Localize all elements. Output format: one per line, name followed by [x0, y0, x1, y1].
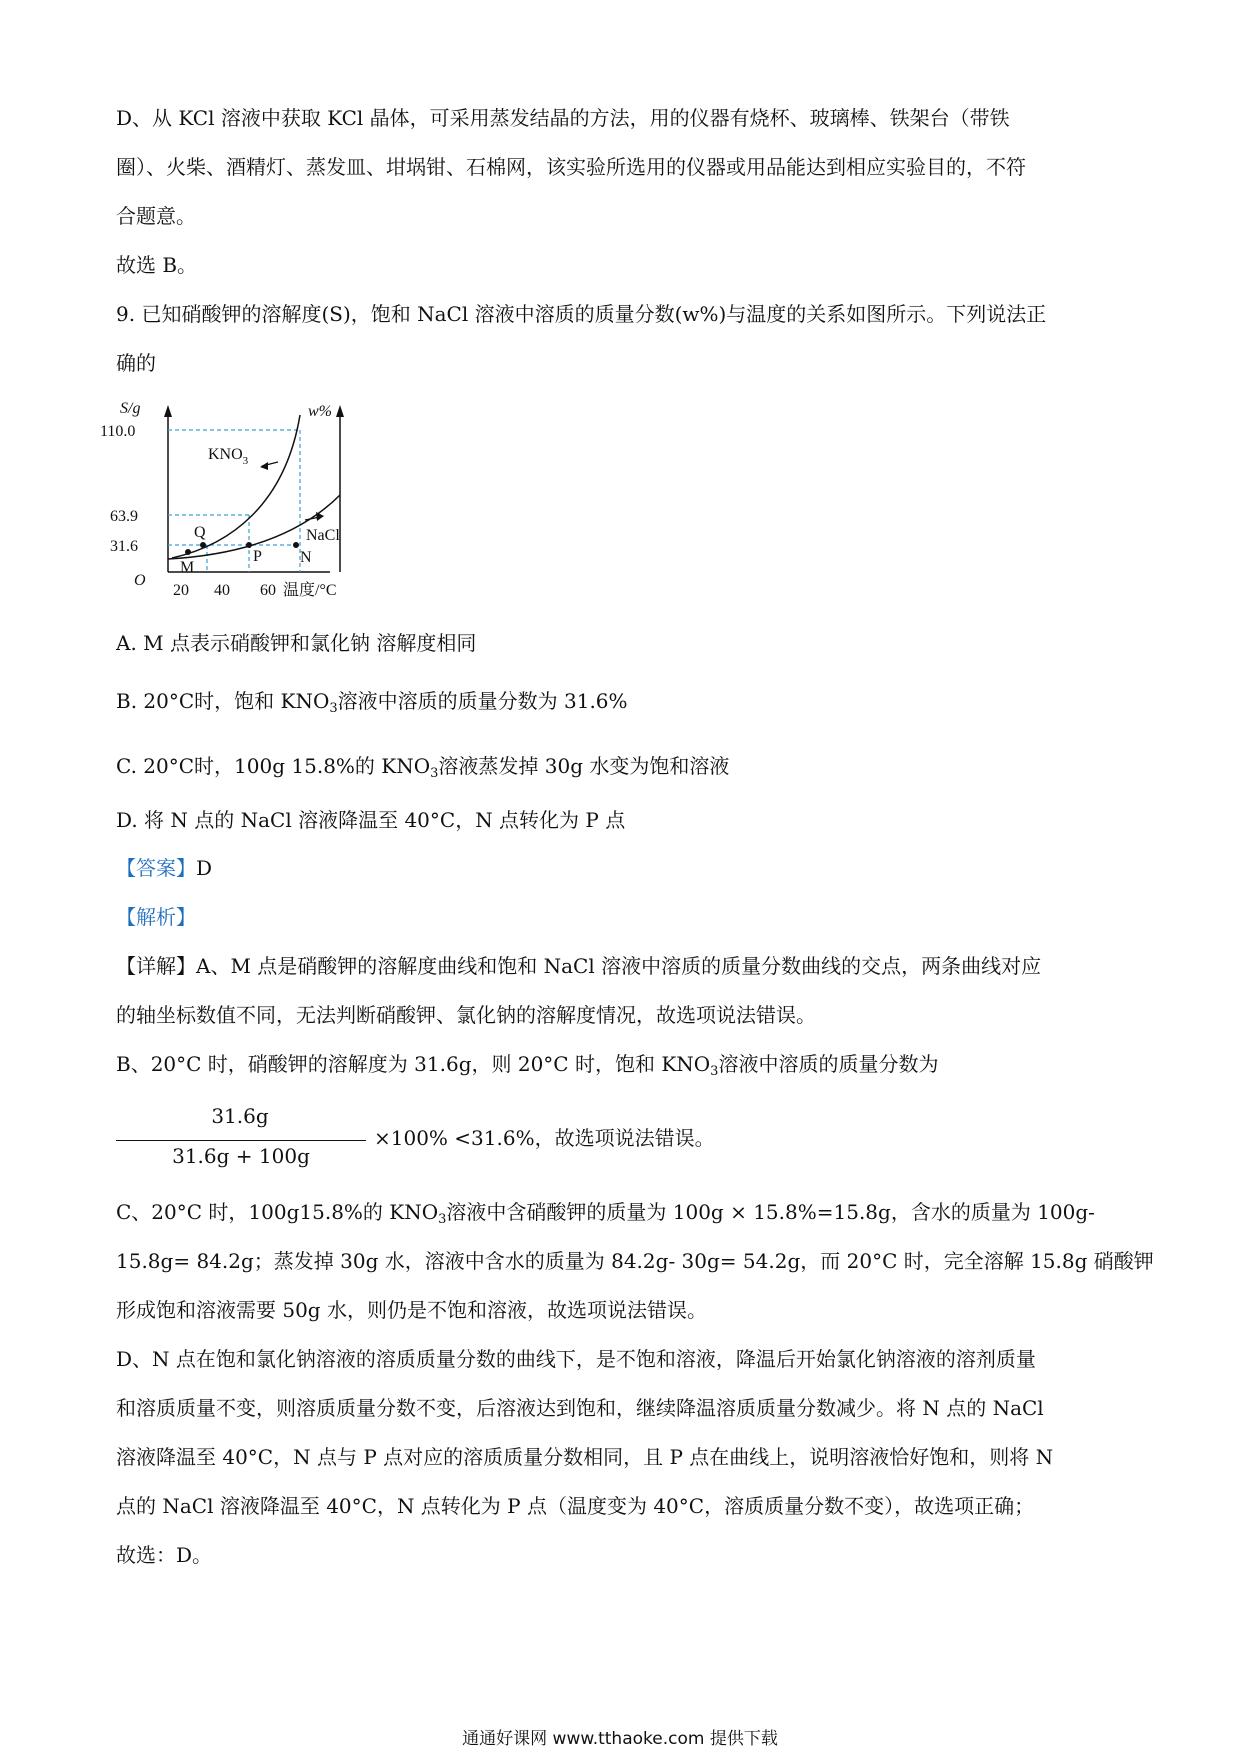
detail-line: 【详解】A、M 点是硝酸钾的溶解度曲线和饱和 NaCl 溶液中溶质的质量分数曲线的交点，两条曲线对应 — [116, 954, 1042, 978]
subscript: 3 — [430, 766, 439, 781]
answer-tag: 【答案】 — [116, 856, 196, 880]
option-b-text: B. 20°C时，饱和 KNO — [116, 689, 330, 713]
origin-label: O — [134, 572, 146, 589]
x-tick-label: 40 — [214, 582, 230, 599]
subscript: 3 — [710, 1064, 719, 1079]
option-a: A. M 点表示硝酸钾和氯化钠 溶解度相同 — [116, 631, 477, 655]
option-d: D. 将 N 点的 NaCl 溶液降温至 40°C，N 点转化为 P 点 — [116, 808, 626, 832]
solubility-chart — [100, 395, 400, 615]
y-tick-label: 110.0 — [100, 423, 136, 440]
detail-line: 的轴坐标数值不同，无法判断硝酸钾、氯化钠的溶解度情况，故选项说法错误。 — [116, 1003, 816, 1027]
point-label-p: P — [253, 548, 262, 565]
text-line: 圈）、火柴、酒精灯、蒸发皿、坩埚钳、石棉网，该实验所选用的仪器或用品能达到相应实验目的，不符 — [116, 155, 1026, 179]
x-tick-label: 20 — [173, 582, 189, 599]
point-label-n: N — [300, 549, 312, 566]
answer-value: D — [196, 856, 213, 880]
option-c — [116, 751, 729, 789]
y-axis-right-label: w% — [308, 403, 332, 420]
fraction-bar — [116, 1140, 366, 1141]
text-line: 合题意。 — [116, 204, 196, 228]
subscript: 3 — [438, 1212, 447, 1227]
series-label-kno3: $KNO_3$ — [208, 446, 249, 467]
series-label-nacl: NaCl — [306, 527, 340, 544]
final-answer: 故选：D。 — [116, 1543, 213, 1567]
footer-watermark: 通通好课网 www.tthaoke.com 提供下载 — [462, 1729, 778, 1749]
detail-text: 溶液中含硝酸钾的质量为 100g × 15.8%=15.8g，含水的质量为 100g- — [446, 1200, 1095, 1224]
point-n — [293, 542, 299, 548]
detail-text: C、20°C 时，100g15.8%的 KNO — [116, 1200, 439, 1224]
detail-line — [116, 1197, 1095, 1235]
answer-line — [116, 853, 212, 883]
subscript: 3 — [329, 701, 338, 716]
fraction-denominator: 31.6g + 100g — [172, 1144, 310, 1168]
fraction-expression — [116, 1100, 756, 1180]
kno3-curve — [172, 415, 300, 558]
text-line: D、从 KCl 溶液中获取 KCl 晶体，可采用蒸发结晶的方法，用的仪器有烧杯、玻璃棒、铁架台（带铁 — [116, 106, 1010, 130]
point-m — [185, 549, 191, 555]
option-b-text: 溶液中溶质的质量分数为 31.6% — [337, 689, 628, 713]
option-b — [116, 686, 628, 724]
detail-line: 和溶质质量不变，则溶质质量分数不变，后溶液达到饱和，继续降温溶质质量分数减少。将 N 点的 NaCl — [116, 1396, 1044, 1420]
fraction-tail: ×100% <31.6%，故选项说法错误。 — [374, 1126, 715, 1150]
option-c-text: C. 20°C时，100g 15.8%的 KNO — [116, 754, 431, 778]
point-label-m: M — [180, 559, 195, 576]
point-label-q: Q — [194, 524, 206, 541]
detail-line: 形成饱和溶液需要 50g 水，则仍是不饱和溶液，故选项说法错误。 — [116, 1298, 707, 1322]
y-tick-label: 31.6 — [110, 538, 138, 555]
detail-line: 点的 NaCl 溶液降温至 40°C，N 点转化为 P 点（温度变为 40°C，溶质质量分数不变），故选项正确； — [116, 1494, 1035, 1518]
y-tick-label: 63.9 — [110, 508, 138, 525]
analysis-tag: 【解析】 — [116, 905, 196, 929]
question-9-stem: 9. 已知硝酸钾的溶解度(S)，饱和 NaCl 溶液中溶质的质量分数(w%)与温度的关系如图所示。下列说法正 — [116, 302, 1047, 326]
x-tick-label: 60 — [260, 582, 276, 599]
point-q — [200, 542, 206, 548]
detail-line: 溶液降温至 40°C，N 点与 P 点对应的溶质质量分数相同，且 P 点在曲线上，说明溶液恰好饱和，则将 N — [116, 1445, 1054, 1469]
question-9-stem: 确的 — [116, 351, 156, 375]
x-axis-label: 温度/°C — [283, 582, 337, 599]
detail-line: 15.8g= 84.2g；蒸发掉 30g 水，溶液中含水的质量为 84.2g- 30g= 54.2g，而 20°C 时，完全溶解 15.8g 硝酸钾 — [116, 1249, 1154, 1273]
detail-line — [116, 1049, 938, 1087]
y-axis-left-label: S/g — [120, 400, 141, 417]
detail-text: B、20°C 时，硝酸钾的溶解度为 31.6g，则 20°C 时，饱和 KNO — [116, 1052, 711, 1076]
point-p — [246, 542, 252, 548]
fraction-numerator: 31.6g — [211, 1104, 269, 1128]
detail-line: D、N 点在饱和氯化钠溶液的溶质质量分数的曲线下，是不饱和溶液，降温后开始氯化钠溶液的溶剂质量 — [116, 1347, 1036, 1371]
text-line: 故选 B。 — [116, 253, 198, 277]
option-c-text: 溶液蒸发掉 30g 水变为饱和溶液 — [438, 754, 730, 778]
detail-text: 溶液中溶质的质量分数为 — [718, 1052, 939, 1076]
